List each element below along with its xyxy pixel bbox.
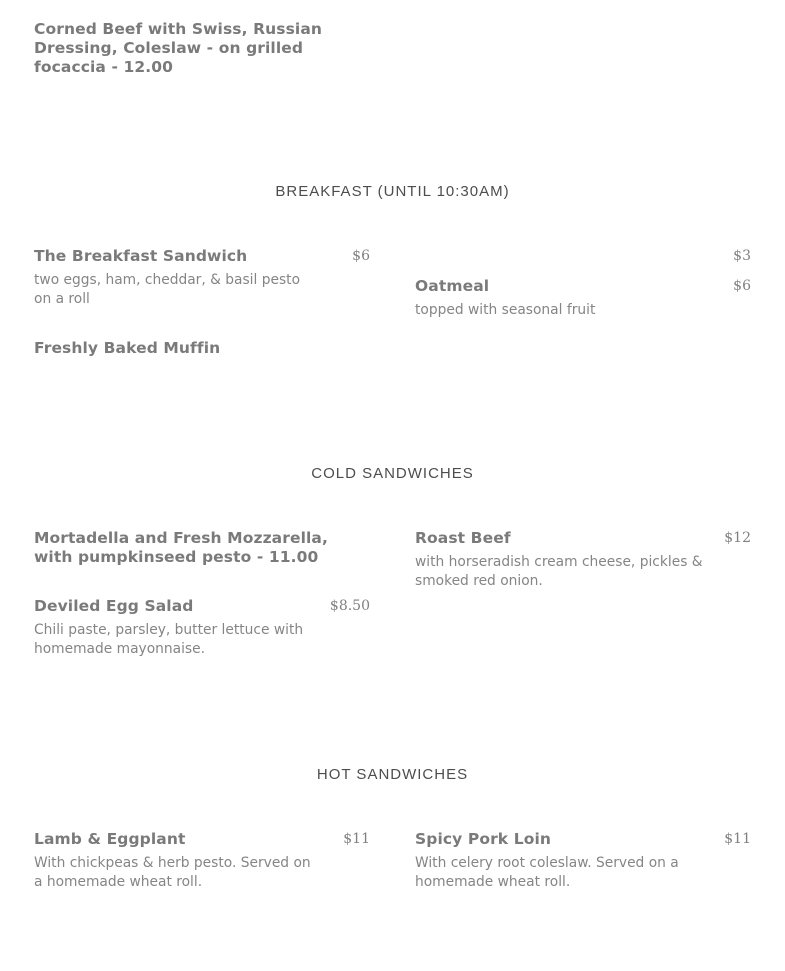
item-name: Deviled Egg Salad <box>34 597 194 615</box>
item-price: $8.50 <box>329 598 370 614</box>
item-price: $11 <box>343 831 370 847</box>
item-name: Lamb & Eggplant <box>34 830 186 848</box>
item-description: With celery root coleslaw. Served on a homemade wheat roll. <box>415 855 679 890</box>
menu-item-deviled-egg-salad <box>34 597 370 659</box>
item-description: Chili paste, parsley, butter lettuce with homemade mayonnaise. <box>34 622 304 657</box>
item-name: The Breakfast Sandwich <box>34 247 248 265</box>
menu-item-oatmeal <box>415 277 751 320</box>
menu-item-spicy-pork-loin <box>415 830 751 892</box>
menu-item-mortadella: Mortadella and Fresh Mozzarella, with pumpkinseed pesto - 11.00 <box>34 529 328 566</box>
item-description: two eggs, ham, cheddar, & basil pesto on a roll <box>34 272 301 307</box>
muffin-price: $3 <box>733 248 751 264</box>
item-price: $12 <box>724 530 751 546</box>
item-name: Oatmeal <box>415 277 490 295</box>
section-title-breakfast: BREAKFAST (UNTIL 10:30AM) <box>275 183 510 200</box>
section-title-cold-sandwiches: COLD SANDWICHES <box>311 465 474 482</box>
item-description: with horseradish cream cheese, pickles & smoked red onion. <box>415 554 703 589</box>
item-description: With chickpeas & herb pesto. Served on a homemade wheat roll. <box>34 855 311 890</box>
menu-item-lamb-eggplant <box>34 830 370 892</box>
menu-item-roast-beef <box>415 529 751 591</box>
item-name: Roast Beef <box>415 529 511 547</box>
menu-item-corned-beef: Corned Beef with Swiss, Russian Dressing, Coleslaw - on grilled focaccia - 12.00 <box>34 20 323 76</box>
section-title-hot-sandwiches: HOT SANDWICHES <box>316 766 469 783</box>
item-price: $11 <box>724 831 751 847</box>
menu-item-muffin: Freshly Baked Muffin <box>34 339 221 357</box>
item-price: $6 <box>733 278 751 294</box>
item-price: $6 <box>352 248 370 264</box>
item-description: topped with seasonal fruit <box>415 302 596 318</box>
menu-item-breakfast-sandwich <box>34 247 370 309</box>
item-name: Spicy Pork Loin <box>415 830 551 848</box>
